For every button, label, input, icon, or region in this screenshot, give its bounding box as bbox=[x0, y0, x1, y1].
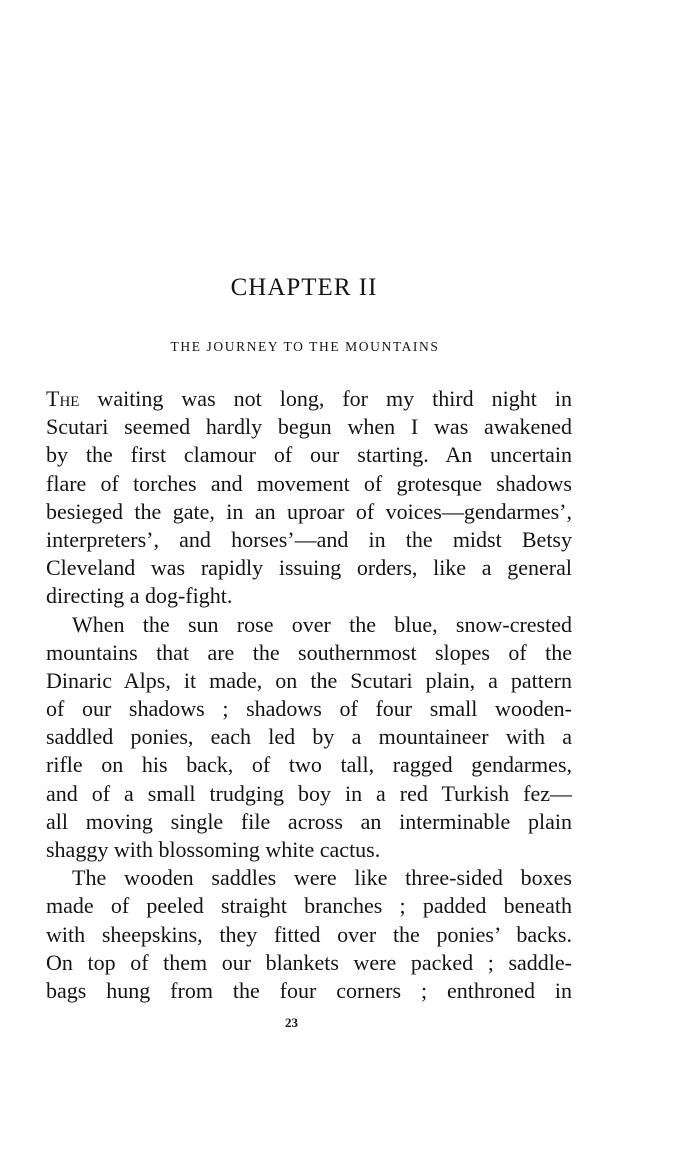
paragraph bbox=[46, 611, 572, 865]
chapter-title: CHAPTER II bbox=[230, 274, 378, 301]
text-line: with sheepskins, they fitted over the ponies’ backs. bbox=[46, 921, 572, 947]
text-line: Cleveland was rapidly issuing orders, like a general bbox=[46, 555, 572, 581]
text-line: The waiting was not long, for my third night in bbox=[46, 386, 572, 411]
text-line: On top of them our blankets were packed ; saddle- bbox=[46, 949, 572, 975]
text-line: mountains that are the southernmost slopes of the bbox=[46, 639, 572, 665]
text-line: rifle on his back, of two tall, ragged gendarmes, bbox=[46, 752, 572, 778]
chapter-subtitle: THE JOURNEY TO THE MOUNTAINS bbox=[170, 339, 440, 354]
text-line: When the sun rose over the blue, snow-crested bbox=[72, 611, 572, 637]
text-line: Scutari seemed hardly begun when I was awakened bbox=[46, 414, 572, 440]
text-line: shaggy with blossoming white cactus. bbox=[46, 837, 381, 862]
body-text bbox=[46, 385, 572, 1005]
text-line: and of a small trudging boy in a red Turkish fez— bbox=[46, 780, 572, 806]
paragraph bbox=[46, 385, 572, 611]
text-line: besieged the gate, in an uproar of voices—gendarmes’, bbox=[46, 498, 572, 524]
text-line: flare of torches and movement of grotesque shadows bbox=[46, 470, 572, 496]
drop-word: The bbox=[46, 386, 80, 411]
text-line: The wooden saddles were like three-sided boxes bbox=[72, 865, 572, 891]
text-line: saddled ponies, each led by a mountaineer with a bbox=[46, 724, 572, 750]
text-line: all moving single file across an interminable plain bbox=[46, 808, 572, 834]
paragraph bbox=[46, 864, 572, 1005]
page-number: 23 bbox=[285, 1015, 298, 1030]
text-line: made of peeled straight branches ; padded beneath bbox=[46, 893, 572, 919]
text-line: interpreters’, and horses’—and in the midst Betsy bbox=[46, 526, 572, 552]
text-line: by the first clamour of our starting. An uncertain bbox=[46, 442, 572, 468]
text-line: of our shadows ; shadows of four small wooden- bbox=[46, 696, 572, 722]
text-line: bags hung from the four corners ; enthroned in bbox=[46, 977, 572, 1003]
text-line: Dinaric Alps, it made, on the Scutari plain, a pattern bbox=[46, 667, 572, 693]
text-line: directing a dog-fight. bbox=[46, 583, 233, 609]
